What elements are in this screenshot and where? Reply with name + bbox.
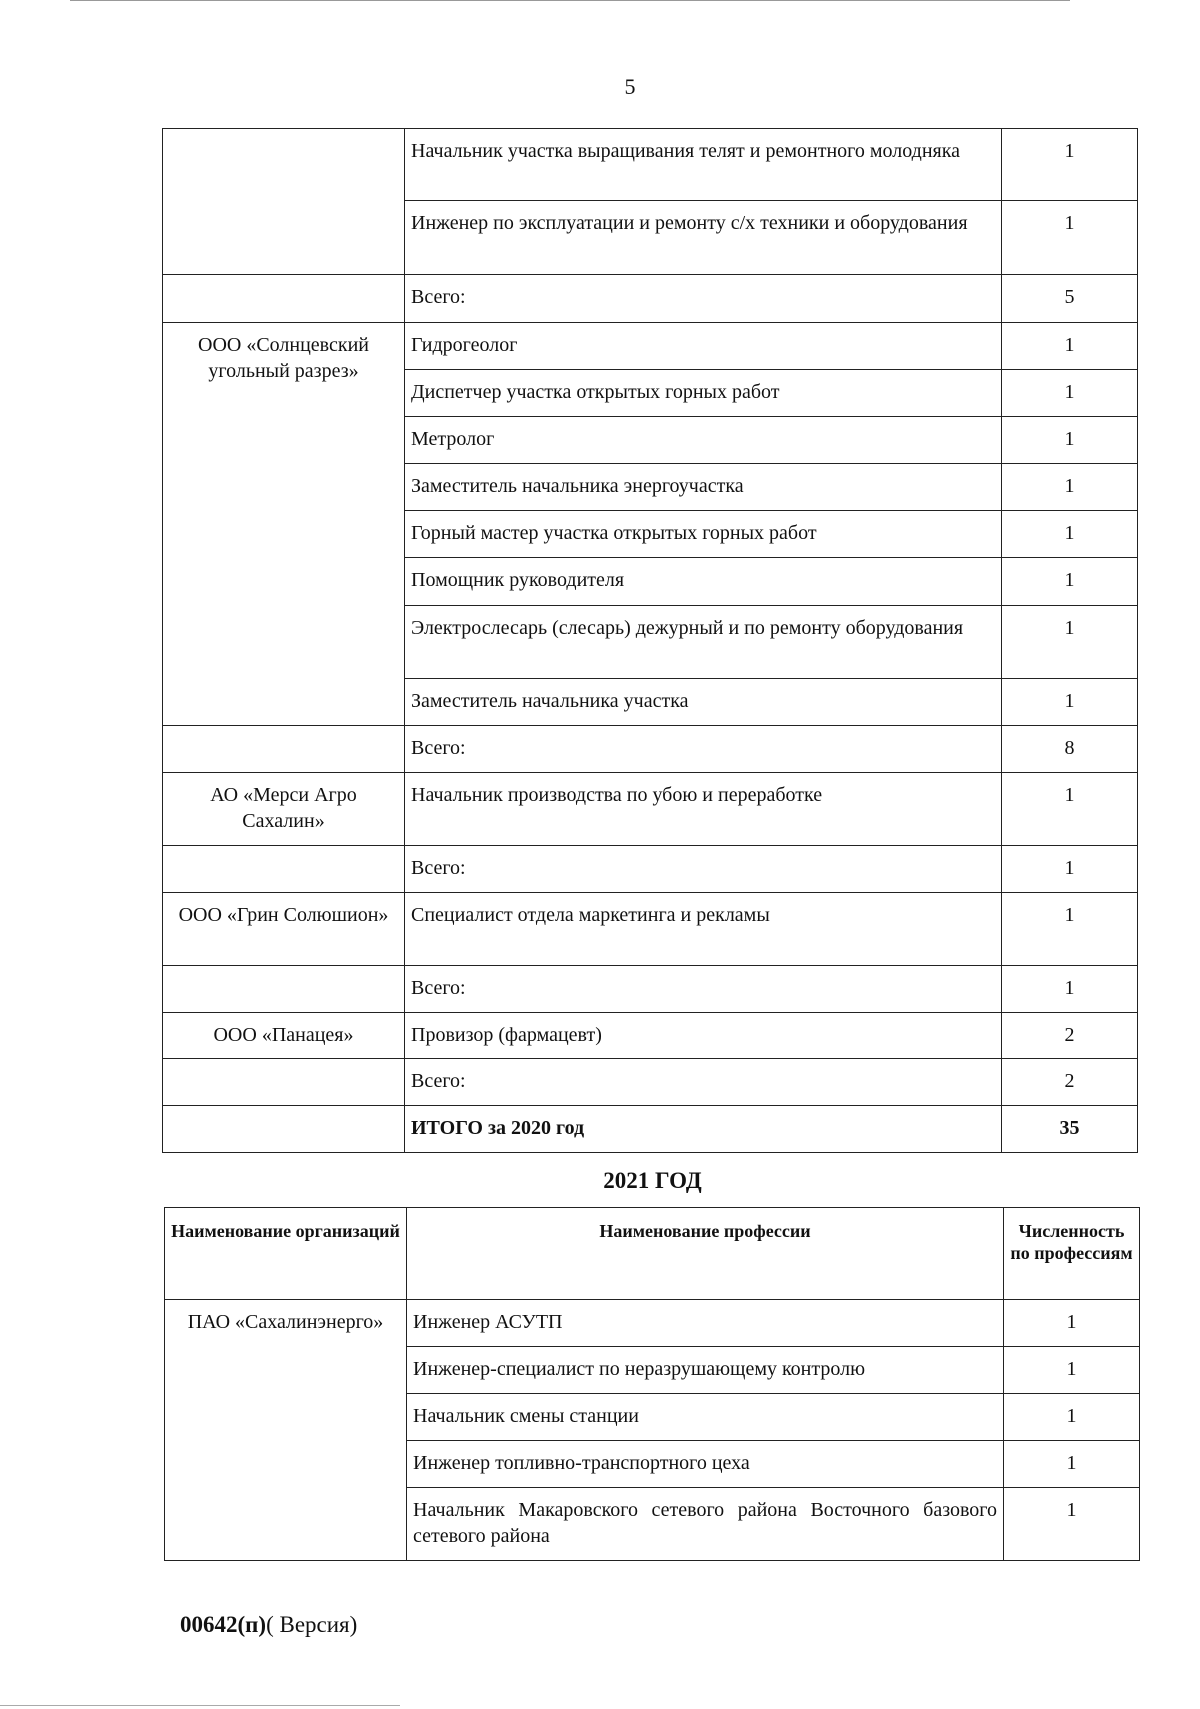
total-label: Всего: (405, 966, 1002, 1013)
table-row (163, 773, 1138, 846)
org-cell-sakhalinenergo: ПАО «Сахалинэнерго» (165, 1300, 407, 1561)
table-row (165, 1300, 1140, 1347)
table-row (163, 323, 1138, 370)
profession-cell: Гидрогеолог (405, 323, 1002, 370)
document-code (180, 1612, 357, 1638)
count-cell: 1 (1004, 1300, 1140, 1347)
total-label: Всего: (405, 846, 1002, 893)
org-cell-mercy-agro: АО «Мерси Агро Сахалин» (163, 773, 405, 846)
count-cell: 1 (1002, 679, 1138, 726)
count-cell: 1 (1002, 606, 1138, 679)
table-row-total (163, 1059, 1138, 1106)
profession-cell: Заместитель начальника участка (405, 679, 1002, 726)
org-cell (163, 726, 405, 773)
total-count: 1 (1002, 846, 1138, 893)
count-cell: 1 (1004, 1347, 1140, 1394)
profession-cell: Инженер топливно-транспортного цеха (407, 1441, 1004, 1488)
profession-cell: Инженер АСУТП (407, 1300, 1004, 1347)
profession-cell: Заместитель начальника энергоучастка (405, 464, 1002, 511)
org-cell-green-solution: ООО «Грин Солюшион» (163, 893, 405, 966)
profession-cell: Горный мастер участка открытых горных работ (405, 511, 1002, 558)
count-cell: 1 (1002, 370, 1138, 417)
profession-cell: Начальник Макаровского сетевого района Восточного базового сетевого района (407, 1488, 1004, 1561)
page-number: 5 (624, 74, 636, 99)
profession-cell: Диспетчер участка открытых горных работ (405, 370, 1002, 417)
org-cell (163, 1106, 405, 1153)
org-cell (163, 275, 405, 323)
profession-cell: Помощник руководителя (405, 558, 1002, 606)
count-cell: 1 (1004, 1441, 1140, 1488)
scan-edge-top (70, 0, 1070, 2)
year-heading: 2021 ГОД (603, 1168, 702, 1193)
table-header-row (165, 1208, 1140, 1300)
org-cell (163, 966, 405, 1013)
count-cell: 1 (1002, 417, 1138, 464)
document-code-version: ( Версия) (266, 1612, 358, 1637)
total-count: 1 (1002, 966, 1138, 1013)
table-2020 (162, 128, 1138, 1153)
header-org: Наименование организаций (165, 1208, 407, 1300)
count-cell: 1 (1002, 464, 1138, 511)
profession-cell: Начальник производства по убою и переработке (405, 773, 1002, 846)
total-count: 2 (1002, 1059, 1138, 1106)
table-row-grand-total (163, 1106, 1138, 1153)
grand-total-label: ИТОГО за 2020 год (405, 1106, 1002, 1153)
profession-cell: Провизор (фармацевт) (405, 1013, 1002, 1059)
org-cell (163, 846, 405, 893)
org-cell (163, 129, 405, 275)
count-cell: 2 (1002, 1013, 1138, 1059)
table-row-total (163, 846, 1138, 893)
count-cell: 1 (1004, 1488, 1140, 1561)
org-cell-solntsevsky: ООО «Солнцевский угольный разрез» (163, 323, 405, 726)
table-row (163, 1013, 1138, 1059)
total-label: Всего: (405, 1059, 1002, 1106)
profession-cell: Инженер по эксплуатации и ремонту с/х техники и оборудования (405, 201, 1002, 275)
count-cell: 1 (1002, 893, 1138, 966)
count-cell: 1 (1002, 201, 1138, 275)
scan-edge-bottom (0, 1705, 400, 1707)
org-cell-panacea: ООО «Панацея» (163, 1013, 405, 1059)
org-cell (163, 1059, 405, 1106)
profession-cell: Специалист отдела маркетинга и рекламы (405, 893, 1002, 966)
profession-cell: Электрослесарь (слесарь) дежурный и по ремонту оборудования (405, 606, 1002, 679)
table-row (163, 893, 1138, 966)
count-cell: 1 (1002, 129, 1138, 201)
document-code-id: 00642(п) (180, 1612, 267, 1637)
total-count: 5 (1002, 275, 1138, 323)
count-cell: 1 (1002, 773, 1138, 846)
count-cell: 1 (1002, 558, 1138, 606)
table-row-total (163, 966, 1138, 1013)
count-cell: 1 (1004, 1394, 1140, 1441)
total-label: Всего: (405, 275, 1002, 323)
header-count: Численность по профессиям (1004, 1208, 1140, 1300)
total-label: Всего: (405, 726, 1002, 773)
profession-cell: Инженер-специалист по неразрушающему контролю (407, 1347, 1004, 1394)
table-row (163, 129, 1138, 201)
count-cell: 1 (1002, 511, 1138, 558)
table-row-total (163, 275, 1138, 323)
header-profession: Наименование профессии (407, 1208, 1004, 1300)
count-cell: 1 (1002, 323, 1138, 370)
profession-cell: Начальник смены станции (407, 1394, 1004, 1441)
grand-total-count: 35 (1002, 1106, 1138, 1153)
table-row-total (163, 726, 1138, 773)
profession-cell: Метролог (405, 417, 1002, 464)
profession-cell: Начальник участка выращивания телят и ремонтного молодняка (405, 129, 1002, 201)
table-2021 (164, 1207, 1140, 1561)
total-count: 8 (1002, 726, 1138, 773)
